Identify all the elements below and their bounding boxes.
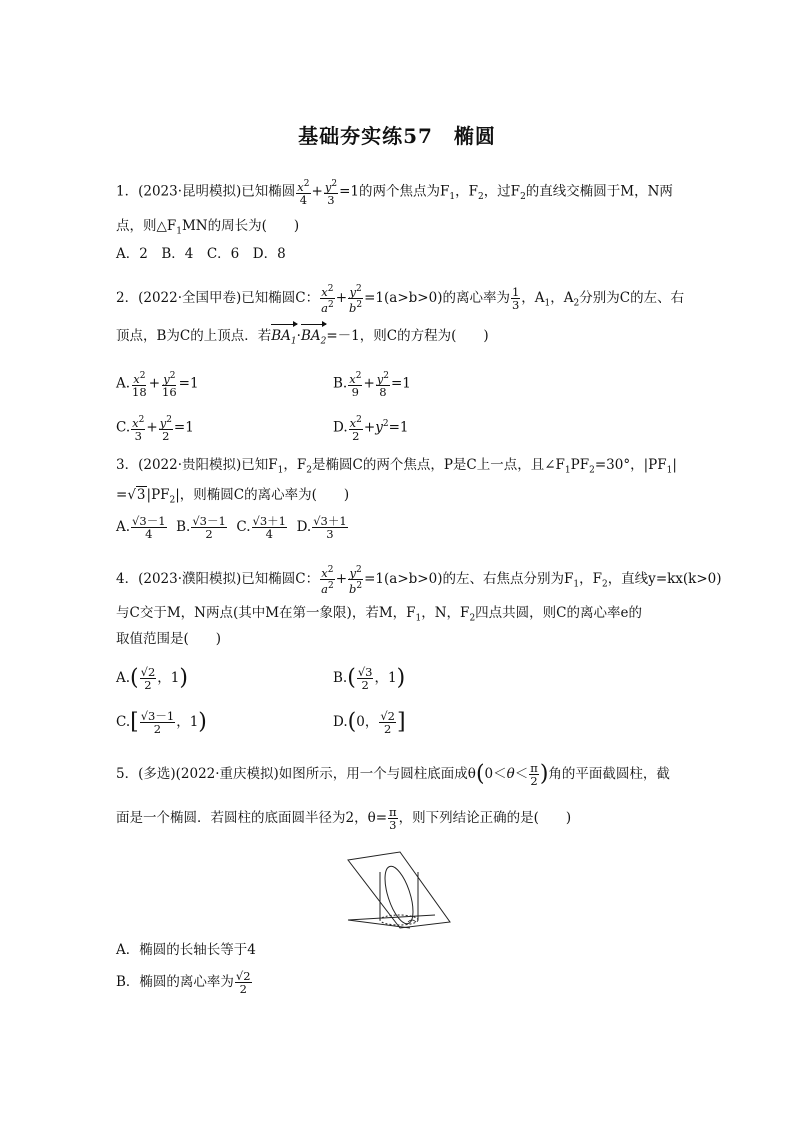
question-5-option-b: B．椭圆的离心率为 $\frac{√2}{2}$ [116, 969, 251, 996]
question-2-option-a: A. $\frac{x^2}{18}$ + $\frac{y^2}{16}$ =1 [116, 371, 199, 399]
question-2-line-1: 2．(2022·全国甲卷)已知椭圆C： $\frac{x^2}{a^2}$ + $\frac{y^2}{b^2}$ =1(a>b>0)的离心率为 $\frac{1}{3}$ ，$A_1$，$A_2$分别为C的左、右 [116, 284, 685, 315]
question-5-option-a: A．椭圆的长轴长等于4 [116, 942, 256, 958]
question-2-option-d: D. $\frac{x^2}{2}$ $+y^2=1$ [333, 415, 409, 443]
question-1-line-1: 1．(2023·昆明模拟)已知椭圆 $\frac{x^2}{4}$ + $\frac{y^2}{3}$ =1的两个焦点为$F_1$，$F_2$，过$F_2$的直线交椭圆于M，N两 [116, 179, 673, 207]
question-4-line-2: 与C交于M，N两点(其中M在第一象限)，若M，$F_1$，N，$F_2$四点共圆，则C的离心率e的 [116, 605, 642, 624]
question-4-line-1: 4．(2023·濮阳模拟)已知椭圆C： $\frac{x^2}{a^2}$ + $\frac{y^2}{b^2}$ =1(a>b>0)的左、右焦点分别为$F_1$，$F_2$，直线y=kx(k>0) [116, 565, 722, 596]
question-3-options: A. $\frac{√3-1}{4}$ B. $\frac{√3-1}{2}$ C. $\frac{√3+1}{4}$ D. $\frac{√3+1}{3}$ [116, 514, 347, 541]
question-5-line-2: 面是一个椭圆．若圆柱的底面圆半径为2，θ= $\frac{\pi}{3}$ ，则下列结论正确的是( ) [116, 805, 572, 832]
question-4-option-b: B.( $\frac{√3}{2}$ ，1) [333, 665, 406, 692]
question-2-option-c: C. $\frac{x^2}{3}$ + $\frac{y^2}{2}$ =1 [116, 415, 194, 443]
question-2-option-b: B. $\frac{x^2}{9}$ + $\frac{y^2}{8}$ =1 [333, 371, 411, 399]
question-5-line-1: 5．(多选)(2022·重庆模拟)如图所示，用一个与圆柱底面成θ(0＜θ＜ $\frac{\pi}{2}$ )角的平面截圆柱，截 [116, 761, 670, 788]
question-4-option-d: D.(0， $\frac{√2}{2}$ ] [333, 709, 406, 736]
question-1-options: A．2 B．4 C．6 D．8 [116, 246, 286, 262]
question-2-line-2: 顶点，B为C的上顶点．若$BA_1\cdot BA_2=-1$，则C的方程为( ) [116, 326, 489, 352]
question-3-line-1: 3．(2022·贵阳模拟)已知$F_1$，$F_2$是椭圆C的两个焦点，P是C上一点，且$\angle F_1PF_2=30^\circ$，$|PF_1|$ [116, 457, 677, 476]
cylinder-section-figure [340, 850, 455, 932]
question-4-option-a: A.( $\frac{√2}{2}$ ，1) [116, 665, 188, 692]
page-title: 基础夯实练57 椭圆 [298, 124, 496, 148]
question-4-line-3: 取值范围是( ) [116, 631, 222, 647]
question-3-line-2: $=√3|PF_2|$，则椭圆C的离心率为( ) [116, 487, 350, 506]
question-4-option-c: C.[ $\frac{√3-1}{2}$ ，1) [116, 709, 207, 736]
question-1-line-2: 点，则$\triangle F_1MN$的周长为( ) [116, 218, 300, 237]
